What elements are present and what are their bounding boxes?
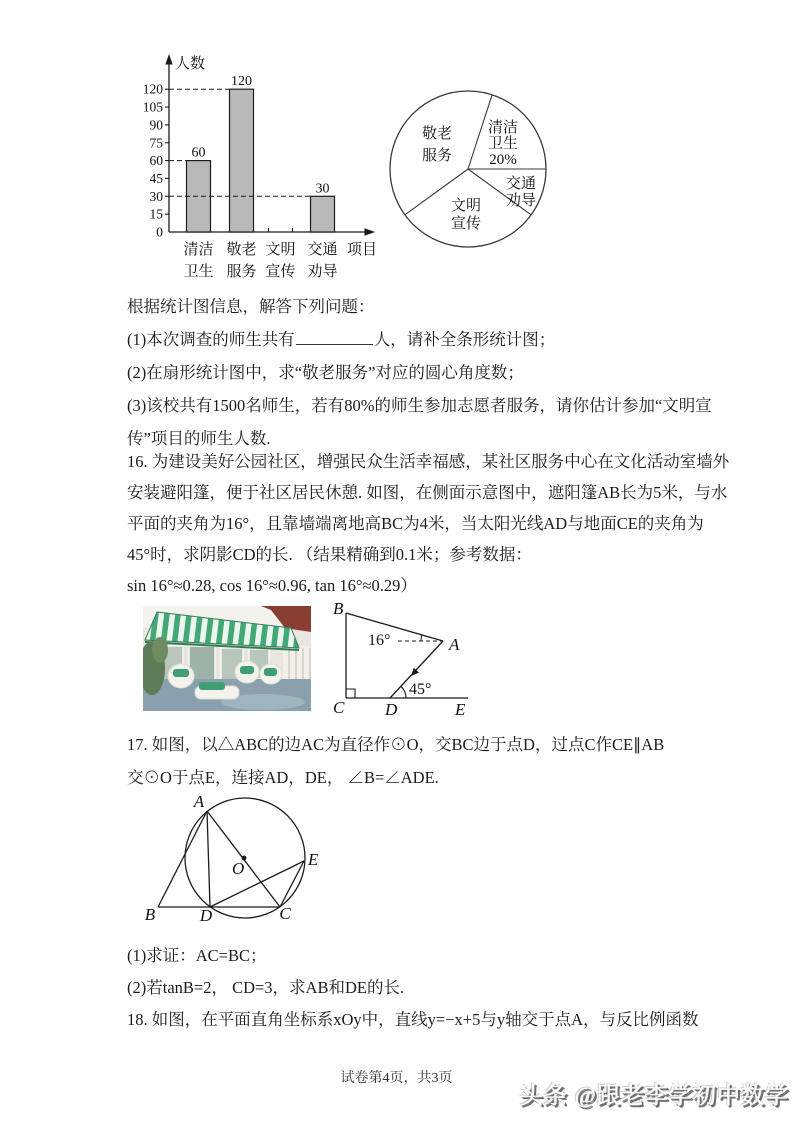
angle-16-arc — [421, 635, 422, 641]
angle-45-label: 45° — [409, 681, 432, 698]
page-footer: 试卷第4页，共3页 — [340, 1071, 453, 1086]
bar-敬老服务 — [230, 89, 254, 232]
y-tick-label: 15 — [149, 206, 163, 222]
q16-lines — [346, 613, 468, 698]
awning-photo — [143, 606, 311, 711]
category-label: 清洁 — [183, 242, 214, 258]
q16-line2: 安装避阳篷，便于社区居民休憩. 如图，在侧面示意图中，遮阳篷AB长为5米，与水 — [127, 483, 728, 502]
awning-BA — [346, 613, 443, 641]
q15-part1-after: 人，请补全条形统计图； — [373, 330, 556, 349]
y-tick-label: 105 — [142, 99, 163, 115]
q18-line1: 18. 如图，在平面直角坐标系xOy中，直线y=−x+5与y轴交于点A，与反比例函数 — [127, 1010, 699, 1029]
line-AD — [207, 811, 210, 907]
q17-line1: 17. 如图，以△ABC的边AC为直径作⊙O，交BC边于点D，过点C作CE∥AB — [127, 735, 665, 754]
line-CE — [280, 861, 304, 907]
category-label: 交通 — [307, 242, 338, 258]
y-tick-label: 45 — [149, 170, 163, 186]
slice-label-交通劝导: 劝导 — [505, 193, 537, 209]
category-label: 宣传 — [265, 264, 296, 280]
y-tick-label: 60 — [149, 153, 163, 169]
watermark: 头条 @跟老李学初中数学 — [519, 1083, 789, 1108]
y-axis-arrow — [165, 54, 172, 65]
y-axis-title: 人数 — [175, 56, 206, 72]
q15-part2: (2)在扇形统计图中，求“敬老服务”对应的圆心角度数； — [127, 363, 524, 382]
slice-label-文明宣传: 文明 — [450, 198, 482, 214]
slice-label-敬老服务: 服务 — [421, 148, 453, 164]
q16-line1: 16. 为建设美好公园社区，增强民众生活幸福感，某社区服务中心在文化活动室墙外 — [127, 452, 730, 471]
q17-part1: (1)求证：AC=BC； — [127, 946, 267, 965]
category-label: 卫生 — [183, 264, 214, 280]
bar-value-label: 30 — [315, 181, 330, 197]
photo-cushion-4 — [264, 668, 277, 676]
label-A: A — [449, 635, 460, 654]
label-B: B — [333, 599, 344, 618]
q16-line5: sin 16°≈0.28, cos 16°≈0.96, tan 16°≈0.29） — [127, 576, 417, 595]
q17-lines — [158, 798, 305, 918]
bar-交通劝导 — [311, 196, 335, 232]
category-label: 敬老 — [226, 242, 257, 258]
right-angle-mark — [346, 689, 355, 698]
label-E: E — [455, 700, 466, 719]
question-17-block — [127, 728, 664, 794]
photo-cushion-2 — [199, 682, 225, 690]
label-C: C — [333, 698, 345, 717]
photo-cushion-1 — [173, 669, 189, 677]
photo-shrub-top — [152, 637, 168, 663]
label-D: D — [385, 700, 398, 719]
pie-chart — [385, 85, 557, 257]
q15-part1 — [127, 323, 712, 356]
q15-intro: 根据统计图信息，解答下列问题： — [127, 297, 375, 316]
angle-16-label: 16° — [368, 632, 391, 649]
bar-清洁卫生 — [187, 161, 211, 232]
x-axis-arrow — [365, 228, 376, 235]
bar-value-label: 60 — [191, 145, 206, 161]
label-B: B — [144, 905, 156, 924]
slice-label-敬老服务: 敬老 — [421, 126, 453, 142]
label-A: A — [193, 792, 205, 811]
category-label: 劝导 — [307, 264, 338, 280]
q16-geometry-diagram — [330, 598, 480, 720]
answer-blank — [296, 329, 373, 345]
bar-value-label: 120 — [231, 74, 252, 90]
question-15-block — [127, 290, 712, 455]
y-tick-label: 120 — [142, 81, 163, 97]
question-16-block — [127, 446, 729, 601]
label-C: C — [279, 904, 291, 923]
line-DE — [210, 861, 304, 907]
category-label: 文明 — [265, 242, 296, 258]
q15-part3-line2: 传”项目的师生人数. — [127, 429, 271, 448]
y-tick-label: 90 — [149, 117, 163, 133]
q16-line3: 平面的夹角为16°，且靠墙端离地高BC为4米，当太阳光线AD与地面CE的夹角为 — [127, 514, 704, 533]
slice-label-清洁卫生: 20% — [489, 152, 517, 168]
angle-45-arc — [401, 686, 406, 698]
q17-line2: 交⊙O于点E，连接AD，DE， ∠B=∠ADE. — [127, 768, 439, 787]
slice-label-交通劝导: 交通 — [505, 176, 537, 192]
label-O: O — [232, 859, 245, 878]
y-tick-label: 75 — [149, 135, 163, 151]
y-tick-label: 0 — [156, 224, 163, 240]
label-E: E — [308, 850, 319, 869]
q15-part1-before: (1)本次调查的师生共有 — [127, 330, 295, 349]
bar-chart — [118, 50, 390, 288]
q16-line4: 45°时，求阴影CD的长. （结果精确到0.1米；参考数据： — [127, 545, 532, 564]
photo-cushion-3 — [240, 666, 254, 674]
slice-label-清洁卫生: 清洁 — [487, 120, 519, 136]
q17-part2: (2)若tanB=2， CD=3，求AB和DE的长. — [127, 978, 405, 997]
slice-label-文明宣传: 宣传 — [450, 216, 482, 232]
line-BA — [158, 811, 207, 907]
y-tick-label: 30 — [149, 188, 163, 204]
label-D: D — [199, 906, 213, 925]
x-axis-title: 项目 — [347, 242, 378, 258]
parts-block — [127, 940, 699, 1036]
slice-label-清洁卫生: 卫生 — [487, 136, 519, 152]
q17-circle-diagram — [130, 790, 360, 935]
q15-part3-line1: (3)该校共有1500名师生，若有80%的师生参加志愿者服务，请你估计参加“文明宣 — [127, 396, 712, 415]
category-label: 服务 — [226, 264, 257, 280]
